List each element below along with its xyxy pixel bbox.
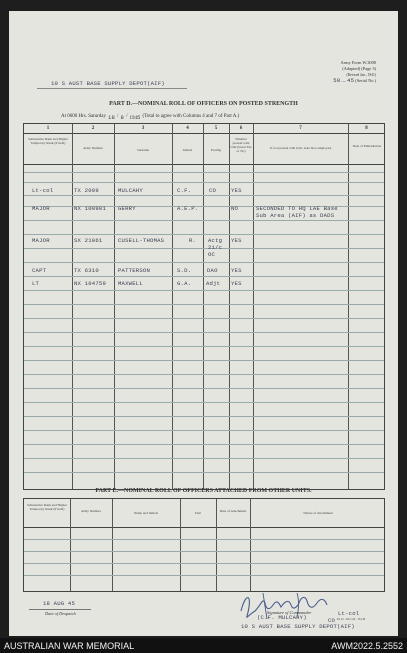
- row-5-rank: LT: [32, 280, 40, 287]
- row-1-rank: Lt-col: [32, 187, 54, 194]
- row-1-present: YES: [231, 187, 242, 194]
- part-e-header-rank: Substantive Rank and Higher Temporary Rank (if held): [27, 503, 67, 511]
- at-day: 18: [108, 114, 116, 121]
- part-e-header-nature: Nature of Attachment: [303, 511, 333, 515]
- at-year-prefix: 194: [129, 116, 137, 121]
- row-line: [24, 248, 384, 249]
- row-5-surname: MAXWELL: [118, 280, 143, 287]
- row-3-number: SX 21061: [74, 237, 103, 244]
- signatory-name: (C.F. MULCAHY): [257, 614, 307, 621]
- col-number: 7: [299, 126, 302, 131]
- col-number: 8: [365, 126, 368, 131]
- unit-stamp: 10 S AUST BASE SUPPLY DEPOT(AIF): [241, 623, 355, 630]
- row-line: [24, 290, 384, 291]
- serial-line: 58 — 45 (Serial No.): [333, 77, 376, 84]
- row-line: [24, 304, 384, 305]
- at-year-digit: 5: [136, 114, 141, 121]
- part-e-header-number: Army Number: [81, 509, 101, 513]
- at-prefix: At 0600 Hrs. Saturday: [61, 114, 106, 119]
- row-line: [24, 318, 384, 319]
- row-2-number: NX 100901: [74, 205, 107, 212]
- row-1-surname: MULCAHY: [118, 187, 143, 194]
- part-e-row-line: [24, 575, 384, 576]
- col-number: 5: [214, 126, 218, 131]
- row-3-surname: CUSELL-THOMAS: [118, 237, 165, 244]
- row-3-posting: Actg 2i/c OC: [208, 237, 223, 258]
- row-line: [24, 182, 384, 183]
- row-line: [24, 416, 384, 417]
- row-line: [24, 360, 384, 361]
- col-header-initials: Initials: [182, 148, 193, 152]
- row-4-number: TX 6310: [74, 267, 99, 274]
- form-id: Army Form W.3008: [340, 60, 376, 65]
- part-e-header-unit: Unit: [194, 511, 202, 515]
- form-identifier: [333, 60, 376, 84]
- dispatch-date: 18 AUG 45: [43, 600, 76, 607]
- row-2-present: NO: [231, 205, 239, 212]
- serial-label: (Serial No.): [355, 78, 376, 83]
- row-line: [24, 444, 384, 445]
- col-header-posting: Posting: [210, 148, 222, 152]
- row-3-initials: R.: [189, 237, 197, 244]
- caption-left: AUSTRALIAN WAR MEMORIAL: [4, 640, 135, 651]
- at-month: 8: [120, 114, 125, 121]
- col-header-present: Whether present with Unit (insert Yes or No): [230, 137, 252, 153]
- row-line: [24, 388, 384, 389]
- printer-note: Ex 12 - 3m 1.45 - 13,150: [337, 618, 366, 621]
- part-e-header-name: Name and Initials: [133, 511, 159, 515]
- row-line: [24, 220, 384, 221]
- col-divider: [253, 124, 254, 489]
- row-5-present: YES: [231, 280, 242, 287]
- caption-bar: [0, 638, 407, 653]
- form-revised: (Revised Jan., 1941): [346, 73, 376, 77]
- row-1-number: TX 2009: [74, 187, 99, 194]
- co-label: CO: [328, 617, 336, 624]
- dispatch-underline: [29, 609, 91, 610]
- row-3-rank: MAJOR: [32, 237, 50, 244]
- row-4-surname: PATTERSON: [118, 267, 151, 274]
- col-divider: [203, 124, 204, 489]
- row-2-rank: MAJOR: [32, 205, 50, 212]
- col-divider: [72, 124, 73, 489]
- row-line: [24, 332, 384, 333]
- row-2-initials: A.E.P.: [177, 205, 199, 212]
- serial-value: 58: [333, 77, 341, 84]
- col-header-surname: Surname: [136, 148, 150, 152]
- row-3-present: YES: [231, 237, 242, 244]
- col-divider: [114, 124, 115, 489]
- part-e-header-date: Date of Attachment: [219, 509, 247, 513]
- row-line: [24, 172, 384, 173]
- dispatch-label: Date of Despatch: [45, 611, 76, 616]
- row-5-initials: G.A.: [177, 280, 192, 287]
- col-number: 6: [239, 126, 243, 131]
- col-divider: [229, 124, 230, 489]
- part-e-title: PART E.—NOMINAL ROLL OF OFFICERS ATTACHED FROM OTHER UNITS.: [95, 488, 312, 494]
- form-page: [9, 11, 398, 636]
- row-line: [24, 195, 384, 196]
- part-e-table: [23, 498, 385, 592]
- part-e-row-line: [24, 551, 384, 552]
- col-header-date: Date of Embarkation: [352, 144, 382, 148]
- row-line: [24, 276, 384, 277]
- col-header-employed: If not present with Unit, state how employed.: [270, 146, 332, 150]
- col-number-divider: [24, 133, 384, 134]
- row-4-posting: DAO: [207, 267, 218, 274]
- row-4-present: YES: [231, 267, 242, 274]
- row-1-initials: C.F.: [177, 187, 192, 194]
- row-4-rank: CAPT: [32, 267, 47, 274]
- row-2-surname: GERRY: [118, 205, 136, 212]
- row-4-initials: S.D.: [177, 267, 192, 274]
- signatory-rank: Lt-col: [338, 610, 360, 617]
- col-number: 4: [186, 126, 189, 131]
- serial-year: 45: [347, 77, 355, 84]
- part-d-table: [23, 123, 385, 490]
- row-line: [24, 402, 384, 403]
- col-number: 1: [46, 126, 50, 131]
- col-header-rank: Substantive Rank and Higher Temporary Rank (if held): [28, 137, 68, 145]
- part-e-row-line: [24, 539, 384, 540]
- row-1-posting: CO: [209, 187, 217, 194]
- unit-underline: [37, 88, 187, 89]
- row-line: [24, 472, 384, 473]
- part-e-row-line: [24, 563, 384, 564]
- row-line: [24, 234, 384, 235]
- col-divider: [348, 124, 349, 489]
- row-line: [24, 430, 384, 431]
- col-divider: [172, 124, 173, 489]
- row-line: [24, 458, 384, 459]
- part-d-title: PART D.—NOMINAL ROLL OF OFFICERS ON POSTED STRENGTH: [109, 101, 298, 107]
- caption-right: AWM2022.5.2552: [331, 640, 403, 651]
- header-divider: [24, 164, 384, 165]
- row-2-employed: SECONDED TO HQ LAE Base Sub Area (AIF) as DADS: [256, 205, 338, 219]
- part-e-header-divider: [24, 527, 384, 528]
- signatory-label: Signature of Commander: [267, 610, 312, 615]
- row-line: [24, 262, 384, 263]
- col-header-number: Army Number: [83, 146, 103, 150]
- row-5-posting: Adjt: [206, 280, 221, 287]
- col-number: 3: [141, 126, 145, 131]
- row-5-number: NX 104759: [74, 280, 107, 287]
- unit-name: 10 S AUST BASE SUPPLY DEPOT(AIF): [51, 80, 165, 87]
- col-number: 2: [91, 126, 95, 131]
- form-adapted: (Adapted) (Page 3): [342, 66, 376, 71]
- row-line: [24, 374, 384, 375]
- row-line: [24, 346, 384, 347]
- part-d-date-line: At 0600 Hrs. Saturday 18 / 8 / 1945 (Total to agree with Columns 4 and 7 of Part A.): [61, 114, 240, 121]
- at-suffix: (Total to agree with Columns 4 and 7 of Part A.): [142, 114, 240, 119]
